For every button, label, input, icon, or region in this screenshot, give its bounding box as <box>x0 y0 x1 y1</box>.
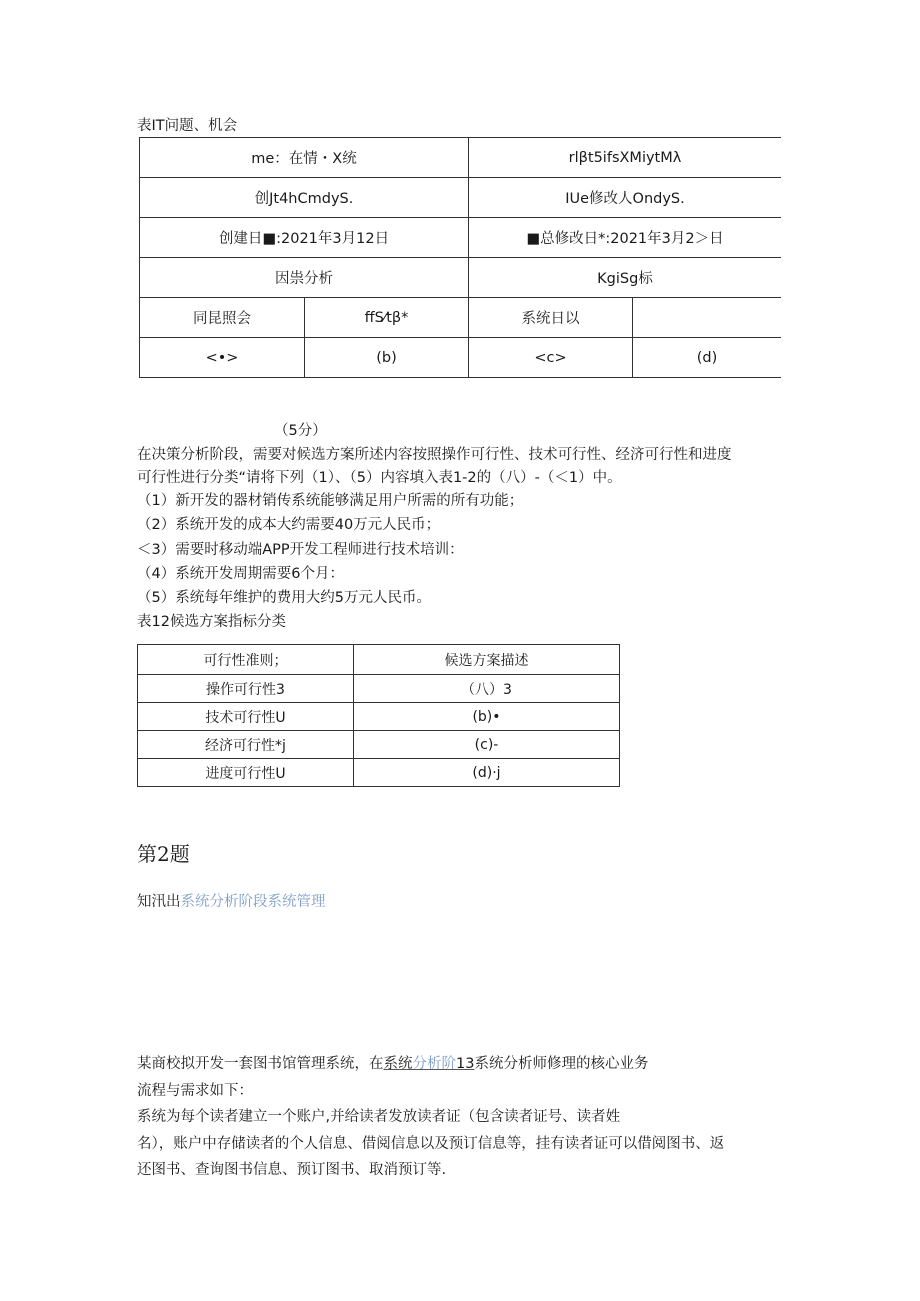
body-line <box>137 1054 648 1074</box>
knowledge-point <box>137 892 326 912</box>
table-row <box>138 759 620 787</box>
table-row <box>140 258 782 298</box>
table-cell: <c> <box>469 338 633 378</box>
table-cell: KgiSg标 <box>469 258 782 298</box>
body-line: 系统为每个读者建立一个账户,并给读者发放读者证（包含读者证号、读者姓 <box>137 1109 621 1125</box>
table-row <box>138 731 620 759</box>
table-cell: (d) <box>633 338 782 378</box>
table-header-cell: 候选方案描述 <box>354 645 620 675</box>
knowledge-prefix: 知汛出 <box>137 894 181 910</box>
table-row <box>140 338 782 378</box>
table-row <box>140 218 782 258</box>
body-line: 还图书、查询图书信息、预订图书、取消预订等. <box>137 1162 447 1178</box>
table-cell: 同昆照会 <box>140 298 305 338</box>
body-line: 流程与需求如下： <box>137 1083 253 1099</box>
table-row <box>140 138 782 178</box>
question-item: （1）新开发的器材销传系统能够满足用户所需的所有功能； <box>137 493 524 509</box>
section-title: 第2题 <box>137 842 190 866</box>
body-underlined-text: 系统 <box>383 1056 413 1072</box>
table-cell: IUe修改人OndyS. <box>469 178 782 218</box>
table-cell: 经济可行性*j <box>138 731 354 759</box>
body-underlined-text: 13 <box>456 1056 475 1072</box>
question-item: （4）系统开发周期需要6个月： <box>137 566 344 582</box>
table-cell: 进度可行性U <box>138 759 354 787</box>
table-cell: rlβt5ifsXMiytMλ <box>469 138 782 178</box>
table-cell: (b)• <box>354 703 620 731</box>
table2-caption: 表12候选方案指标分类 <box>137 614 286 630</box>
table-cell: 技术可行性U <box>138 703 354 731</box>
table-cell: 创建日■:2021年3月12日 <box>140 218 469 258</box>
feasibility-table <box>137 644 620 787</box>
table-cell: 操作可行性3 <box>138 675 354 703</box>
question-intro-line: 在决策分析阶段，需要对候选方案所述内容按照操作可行性、技术可行性、经济可行性和进度 <box>137 447 732 463</box>
table-row <box>138 675 620 703</box>
body-link[interactable]: 分析阶 <box>412 1056 456 1072</box>
issue-opportunity-table <box>139 137 781 378</box>
question-item: （2）系统开发的成本大约需要40万元人民币； <box>137 517 441 533</box>
table-cell: (b) <box>305 338 469 378</box>
table1-caption: 表IT问题、机会 <box>137 118 238 134</box>
table-cell: ffS⁄tβ* <box>305 298 469 338</box>
table-row <box>140 178 782 218</box>
table-row <box>140 298 782 338</box>
table-cell: <•> <box>140 338 305 378</box>
question-item: ＜3）需要时移动端APP开发工程师进行技术培训： <box>137 542 464 558</box>
question-item: （5）系统每年维护的费用大约5万元人民币。 <box>137 590 431 606</box>
table-cell: （八）3 <box>354 675 620 703</box>
table-cell: 系统日以 <box>469 298 633 338</box>
table-cell: ■总修改日*:2021年3月2＞日 <box>469 218 782 258</box>
table-cell: (c)- <box>354 731 620 759</box>
body-text: 某商校拟开发一套图书馆管理系统，在 <box>137 1056 384 1072</box>
body-line: 名），账户中存储读者的个人信息、借阅信息以及预订信息等，挂有读者证可以借阅图书、返 <box>137 1136 725 1152</box>
knowledge-link[interactable]: 系统分析阶段系统管理 <box>180 894 326 910</box>
table-row <box>138 703 620 731</box>
table-cell: 因祟分析 <box>140 258 469 298</box>
question-intro-line: 可行性进行分类“请将下列（1）、（5）内容填入表1-2的（八）-（＜1）中。 <box>137 470 622 486</box>
table-cell: me：在情・X统 <box>140 138 469 178</box>
question-score: （5分） <box>274 423 327 439</box>
table-cell <box>633 298 782 338</box>
table-header-cell: 可行性准则； <box>138 645 354 675</box>
body-text: 系统分析师修理的核心业务 <box>474 1056 649 1072</box>
table-cell: 创Jt4hCmdyS. <box>140 178 469 218</box>
table-cell: (d)·j <box>354 759 620 787</box>
table-header-row <box>138 645 620 675</box>
